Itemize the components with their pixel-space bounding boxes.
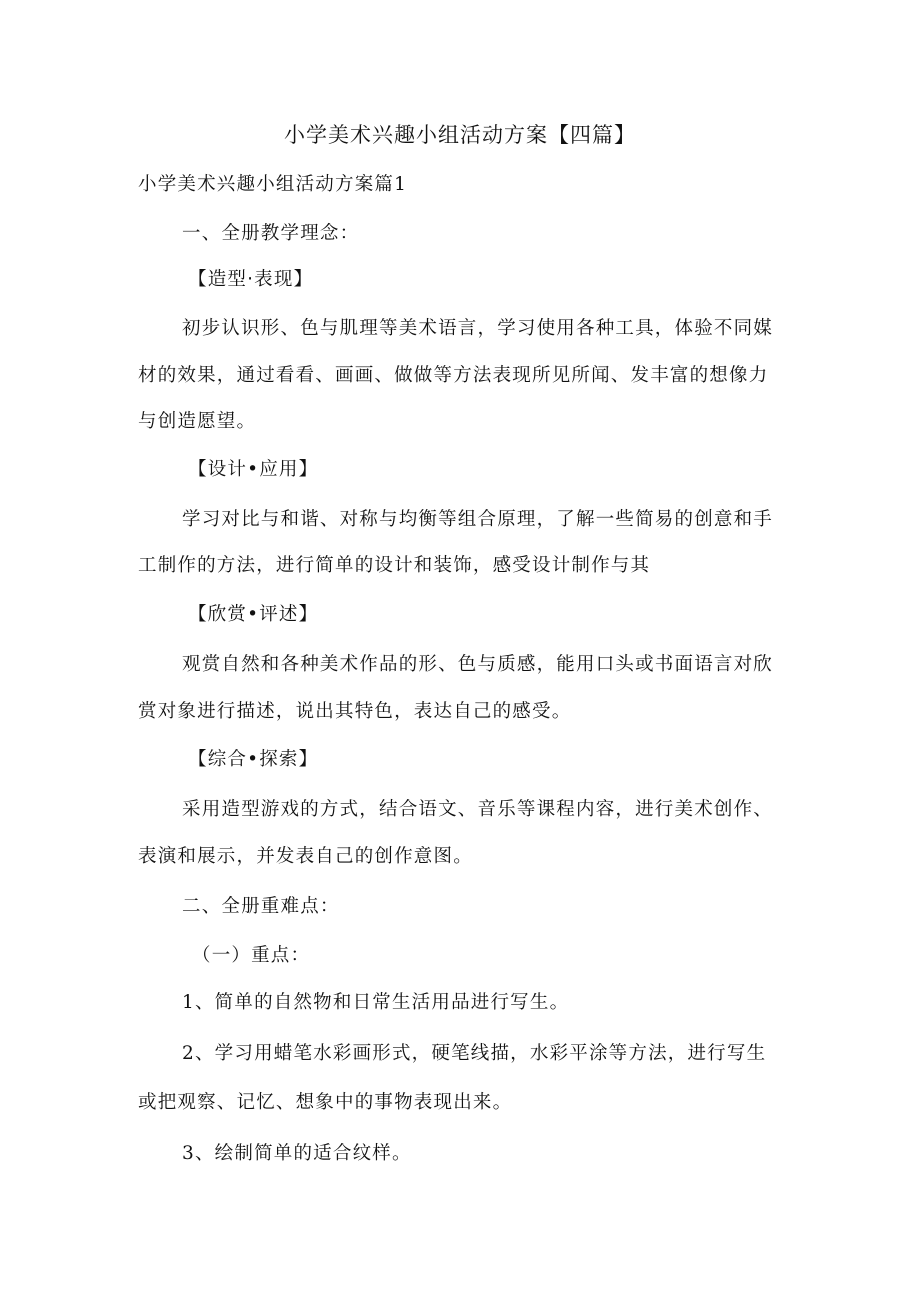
list-item: 3、绘制简单的适合纹样。 — [182, 1143, 412, 1164]
subheading-modeling: 【造型·表现】 — [188, 269, 314, 290]
heading-teaching-philosophy: 一、全册教学理念： — [182, 223, 360, 244]
document-title: 小学美术兴趣小组活动方案【四篇】 — [284, 123, 636, 147]
paragraph-line: 工制作的方法，进行简单的设计和装饰，感受设计制作与其 — [138, 555, 651, 576]
paragraph-line: 学习对比与和谐、对称与均衡等组合原理，了解一些简易的创意和手 — [182, 509, 774, 530]
paragraph-line: 初步认识形、色与肌理等美术语言，学习使用各种工具，体验不同媒 — [182, 318, 774, 339]
paragraph-line: 观赏自然和各种美术作品的形、色与质感，能用口头或书面语言对欣 — [182, 654, 774, 675]
paragraph-line: 采用造型游戏的方式，结合语文、音乐等课程内容，进行美术创作、 — [182, 799, 774, 820]
list-item-continuation: 或把观察、记忆、想象中的事物表现出来。 — [138, 1092, 513, 1113]
heading-key-points: 二、全册重难点： — [182, 896, 340, 917]
subheading-exploration: 【综合•探索】 — [188, 749, 319, 770]
section-title: 小学美术兴趣小组活动方案篇1 — [138, 174, 408, 195]
paragraph-line: 与创造愿望。 — [138, 411, 257, 432]
paragraph-line: 材的效果，通过看看、画画、做做等方法表现所见所闻、发丰富的想像力 — [138, 365, 769, 386]
subheading-appreciation: 【欣赏•评述】 — [188, 604, 319, 625]
subheading-design: 【设计•应用】 — [188, 459, 319, 480]
list-item: 1、简单的自然物和日常生活用品进行写生。 — [182, 992, 570, 1013]
paragraph-line: 表演和展示，并发表自己的创作意图。 — [138, 846, 473, 867]
subheading-key: （一）重点： — [192, 945, 311, 966]
paragraph-line: 赏对象进行描述，说出其特色，表达自己的感受。 — [138, 701, 572, 722]
list-item: 2、学习用蜡笔水彩画形式，硬笔线描，水彩平涂等方法，进行写生 — [182, 1043, 767, 1064]
